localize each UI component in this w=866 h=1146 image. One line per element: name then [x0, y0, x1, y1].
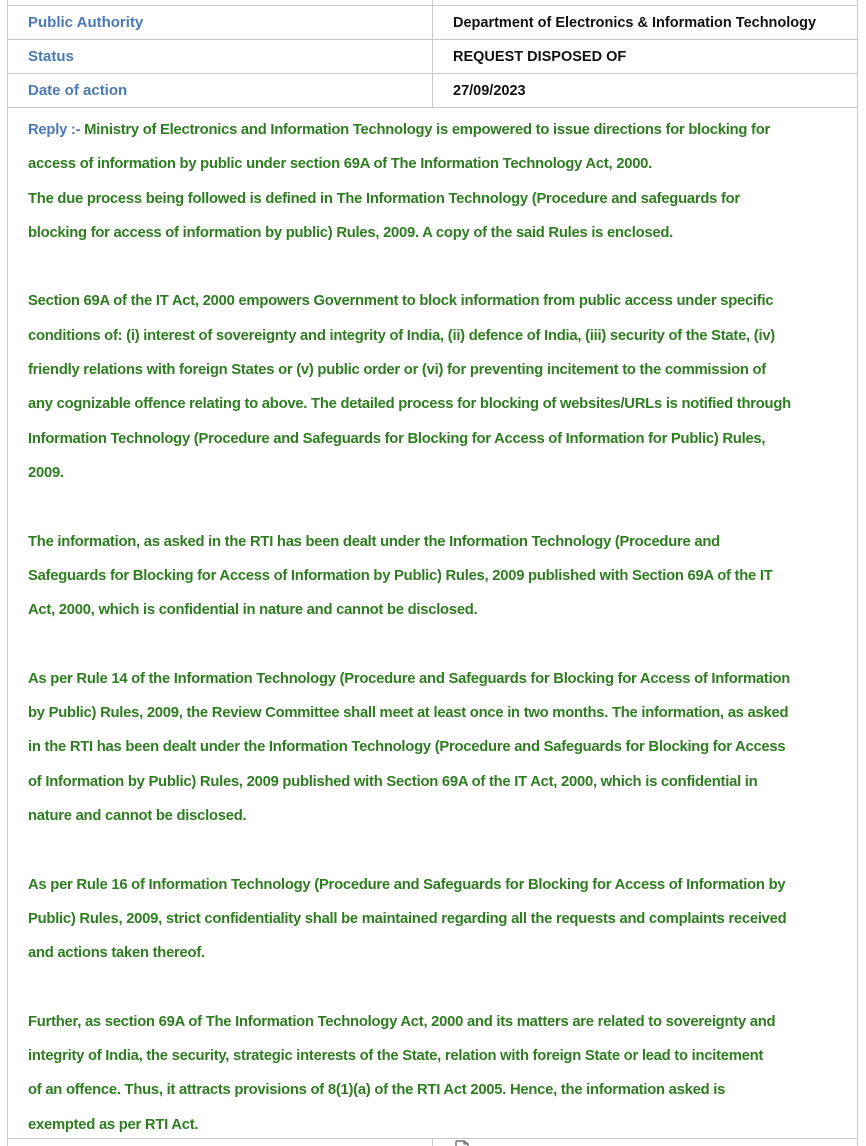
paragraph-gap [28, 970, 858, 1004]
reply-line: access of information by public under section 69A of The Information Technology Act, 2000. [28, 156, 653, 173]
public-authority-value: Department of Electronics & Information Technology [433, 6, 858, 40]
reply-line: blocking for access of information by public) Rules, 2009. A copy of the said Rules is enclosed. [28, 224, 674, 241]
reply-line: by Public) Rules, 2009, the Review Committee shall meet at least once in two months. The information, as asked [28, 705, 789, 722]
paragraph-gap [28, 250, 858, 284]
reply-line: conditions of: (i) interest of sovereignty and integrity of India, (ii) defence of India, (iii) security of the State, (iv) [28, 327, 775, 344]
public-authority-label: Public Authority [8, 6, 433, 40]
reply-line: Further, as section 69A of The Information Technology Act, 2000 and its matters are related to sovereignty and [28, 1013, 776, 1030]
reply-line: any cognizable offence relating to above. The detailed process for blocking of websites/URLs is notified through [28, 396, 791, 413]
reply-line: exempted as per RTI Act. [28, 1116, 199, 1133]
reply-line: The due process being followed is defined in The Information Technology (Procedure and safeguards for [28, 190, 740, 207]
reply-line: Public) Rules, 2009, strict confidentiality shall be maintained regarding all the requests and complaints received [28, 910, 787, 927]
reply-line: 2009. [28, 464, 64, 481]
date-of-action-label: Date of action [8, 74, 433, 108]
reply-line: of an offence. Thus, it attracts provisions of 8(1)(a) of the RTI Act 2005. Hence, the information asked is [28, 1082, 726, 1099]
document-icon[interactable] [455, 1140, 469, 1146]
table-row [8, 6, 858, 40]
paragraph-gap [28, 490, 858, 524]
paragraph-gap [28, 833, 858, 867]
reply-prefix: Reply :- [28, 122, 81, 138]
reply-line: in the RTI has been dealt under the Information Technology (Procedure and Safeguards for Blocking for Access [28, 739, 786, 756]
table-row [8, 74, 858, 108]
reply-line: integrity of India, the security, strategic interests of the State, relation with foreign State or lead to incitement [28, 1048, 764, 1065]
reply-line: The information, as asked in the RTI has been dealt under the Information Technology (Procedure and [28, 533, 720, 550]
reply-line: nature and cannot be disclosed. [28, 807, 247, 824]
reply-line: and actions taken thereof. [28, 945, 205, 962]
status-label: Status [8, 40, 433, 74]
reply-line: Information Technology (Procedure and Safeguards for Blocking for Access of Information for Public) Rules, [28, 430, 766, 447]
reply-line: As per Rule 16 of Information Technology (Procedure and Safeguards for Blocking for Access of Information by [28, 876, 786, 893]
reply-line: Reply :- Ministry of Electronics and Information Technology is empowered to issue directions for blocking for [28, 122, 771, 138]
paragraph-gap [28, 627, 858, 661]
date-of-action-value: 27/09/2023 [433, 74, 858, 108]
status-value: REQUEST DISPOSED OF [433, 40, 858, 74]
reply-line: Safeguards for Blocking for Access of Information by Public) Rules, 2009 published with Section 69A of the IT [28, 567, 773, 584]
column-divider [432, 1138, 433, 1146]
reply-line: Section 69A of the IT Act, 2000 empowers Government to block information from public access under specific [28, 293, 774, 310]
table-row [8, 40, 858, 74]
reply-line: Act, 2000, which is confidential in nature and cannot be disclosed. [28, 602, 478, 619]
reply-line: of Information by Public) Rules, 2009 published with Section 69A of the IT Act, 2000, which is confidential in [28, 773, 758, 790]
reply-line: As per Rule 14 of the Information Technology (Procedure and Safeguards for Blocking for Access of Information [28, 670, 791, 687]
reply-line: friendly relations with foreign States or (v) public order or (vi) for preventing incitement to the commission of [28, 362, 766, 379]
reply-text [28, 113, 858, 1142]
request-details-table [7, 5, 858, 108]
